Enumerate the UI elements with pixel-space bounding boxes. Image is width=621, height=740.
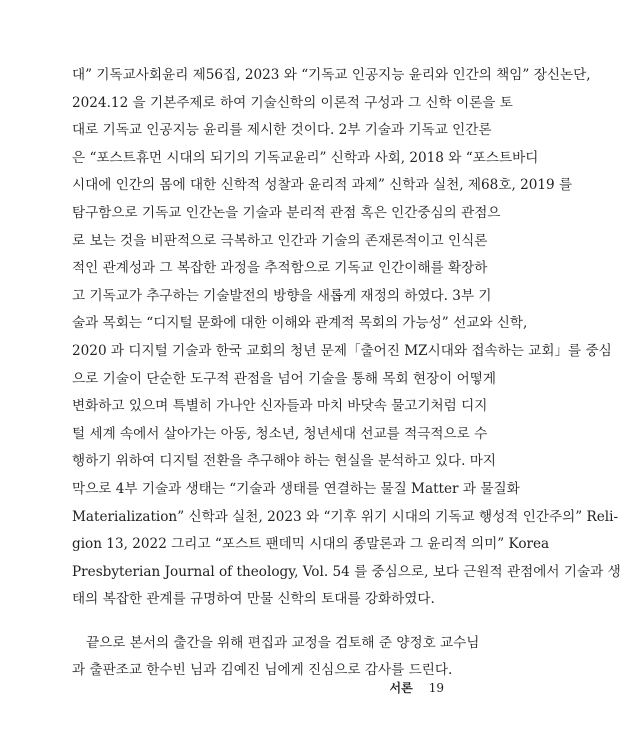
page-number: 19	[428, 681, 444, 695]
text-line: 시대에 인간의 몸에 대한 신학적 성찰과 윤리적 과제” 신학과 실천, 제68호, 2019 를	[72, 177, 573, 194]
text-line: Materialization” 신학과 실천, 2023 와 “기후 위기 시대의 기독교 행성적 인간주의” Reli-	[72, 508, 619, 525]
text-line: 막으로 4부 기술과 생태는 “기술과 생태를 연결하는 물질 Matter 과 물질화	[72, 480, 520, 497]
text-line: gion 13, 2022 그리고 “포스트 팬데믹 시대의 종말론과 그 윤리적 의미” Korea	[72, 536, 550, 553]
text-line: 적인 관계성과 그 복잡한 과정을 추적함으로 기독교 인간이해를 확장하	[72, 260, 488, 277]
running-footer-section: 서론	[389, 681, 413, 695]
body-text	[72, 62, 621, 685]
text-line: 탐구함으로 기독교 인간논을 기술과 분리적 관점 혹은 인간중심의 관점으	[72, 204, 501, 221]
text-line: 과 출판조교 한수빈 님과 김예진 님에게 진심으로 감사를 드린다.	[72, 662, 453, 679]
text-line: Presbyterian Journal of theology, Vol. 54 를 중심으로, 보다 근원적 관점에서 기술과 생	[72, 563, 621, 580]
text-line: 털 세계 속에서 살아가는 아동, 청소년, 청년세대 선교를 적극적으로 수	[72, 425, 488, 442]
paragraph-gap	[72, 614, 447, 630]
paragraph-2	[72, 630, 480, 685]
text-line: 2024.12 을 기본주제로 하여 기술신학의 이론적 구성과 그 신학 이론을 토	[72, 94, 513, 111]
text-line: 고 기독교가 추구하는 기술발전의 방향을 새롭게 재정의 하였다. 3부 기	[72, 287, 492, 304]
text-line: 대” 기독교사회윤리 제56집, 2023 와 “기독교 인공지능 윤리와 인간의 책임” 장신논단,	[72, 67, 591, 83]
text-line: 으로 기술이 단순한 도구적 관점을 넘어 기술을 통해 목회 현장이 어떻게	[72, 370, 497, 387]
text-line: 대로 기독교 인공지능 윤리를 제시한 것이다. 2부 기술과 기독교 인간론	[72, 122, 492, 139]
text-line: 2020 과 디지털 기술과 한국 교회의 청년 문제「출어진 MZ시대와 접속하는 교회」를 중심	[72, 342, 612, 359]
text-line: 행하기 위하여 디지털 전환을 추구해야 하는 현실을 분석하고 있다. 마지	[72, 453, 497, 470]
text-line: 변화하고 있으며 특별히 가나안 신자들과 마치 바닷속 물고기처럼 디지	[72, 398, 488, 415]
text-line: 끝으로 본서의 출간을 위해 편집과 교정을 검토해 준 양정호 교수님	[86, 634, 480, 651]
text-line: 태의 복잡한 관계를 규명하여 만물 신학의 토대를 강화하였다.	[72, 591, 435, 608]
paragraph-1	[72, 62, 621, 614]
text-line: 은 “포스트휴먼 시대의 되기의 기독교윤리” 신학과 사회, 2018 와 “포스트바디	[72, 149, 539, 166]
text-line: 술과 목회는 “디지털 문화에 대한 이해와 관계적 목회의 가능성” 선교와 신학,	[72, 315, 528, 332]
page-footer	[390, 680, 444, 696]
text-line: 로 보는 것을 비판적으로 극복하고 인간과 기술의 존재론적이고 인식론	[72, 232, 488, 249]
